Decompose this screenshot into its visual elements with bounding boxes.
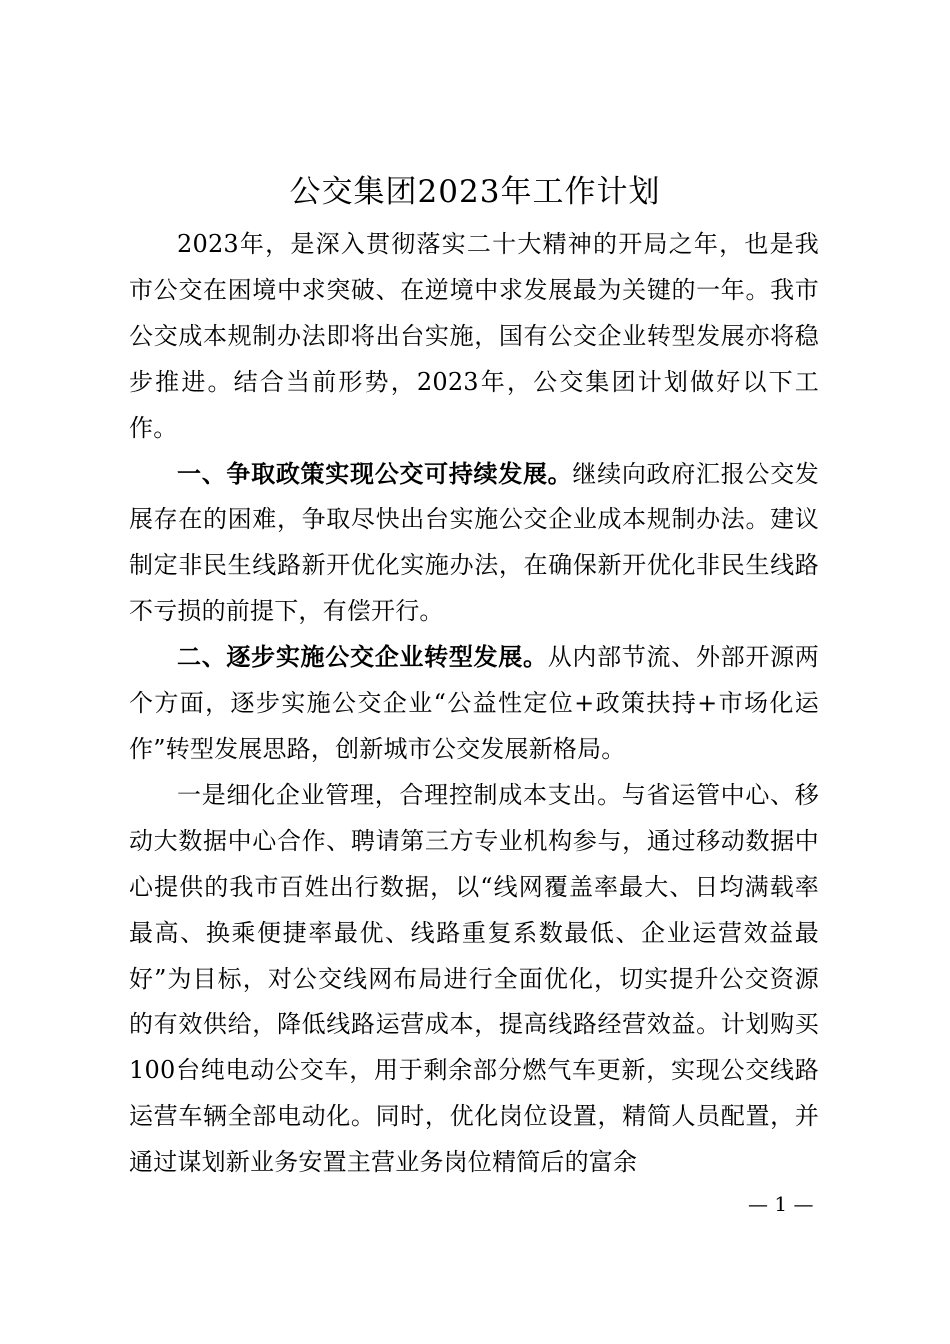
paragraph-management [129, 773, 819, 1186]
document-body [129, 222, 819, 1186]
page-number: — 1 — [748, 1192, 814, 1216]
paragraph-intro [129, 222, 819, 452]
paragraph-management-text: 一是细化企业管理，合理控制成本支出。与省运管中心、移动大数据中心合作、聘请第三方专业机构参与，通过移动数据中心提供的我市百姓出行数据，以“线网覆盖率最大、日均满载率最高、换乘便捷率最优、线路重复系数最低、企业运营效益最好”为目标，对公交线网布局进行全面优化，切实提升公交资源的有效供给，降低线路运营成本，提高线路经营效益。计划购买100台纯电动公交车，用于剩余部分燃气车更新，实现公交线路运营车辆全部电动化。同时，优化岗位设置，精简人员配置，并通过谋划新业务安置主营业务岗位精简后的富余 [129, 780, 819, 1177]
section-one-text: 继续向政府汇报公交发展存在的困难，争取尽快出台实施公交企业成本规制办法。建议制定非民生线路新开优化实施办法，在确保新开优化非民生线路不亏损的前提下，有偿开行。 [129, 459, 819, 626]
paragraph-section-two [129, 635, 819, 773]
paragraph-intro-text: 2023年，是深入贯彻落实二十大精神的开局之年，也是我市公交在困境中求突破、在逆境中求发展最为关键的一年。我市公交成本规制办法即将出台实施，国有公交企业转型发展亦将稳步推进。结合当前形势，2023年，公交集团计划做好以下工作。 [129, 230, 819, 442]
document-title: 公交集团2023年工作计划 [289, 174, 661, 210]
section-one-heading: 一、争取政策实现公交可持续发展。 [177, 459, 573, 488]
section-two-heading: 二、逐步实施公交企业转型发展。 [177, 643, 548, 672]
paragraph-section-one [129, 452, 819, 636]
section-two-text: 从内部节流、外部开源两个方面，逐步实施公交企业“公益性定位+政策扶持+市场化运作”转型发展思路，创新城市公交发展新格局。 [129, 643, 820, 763]
